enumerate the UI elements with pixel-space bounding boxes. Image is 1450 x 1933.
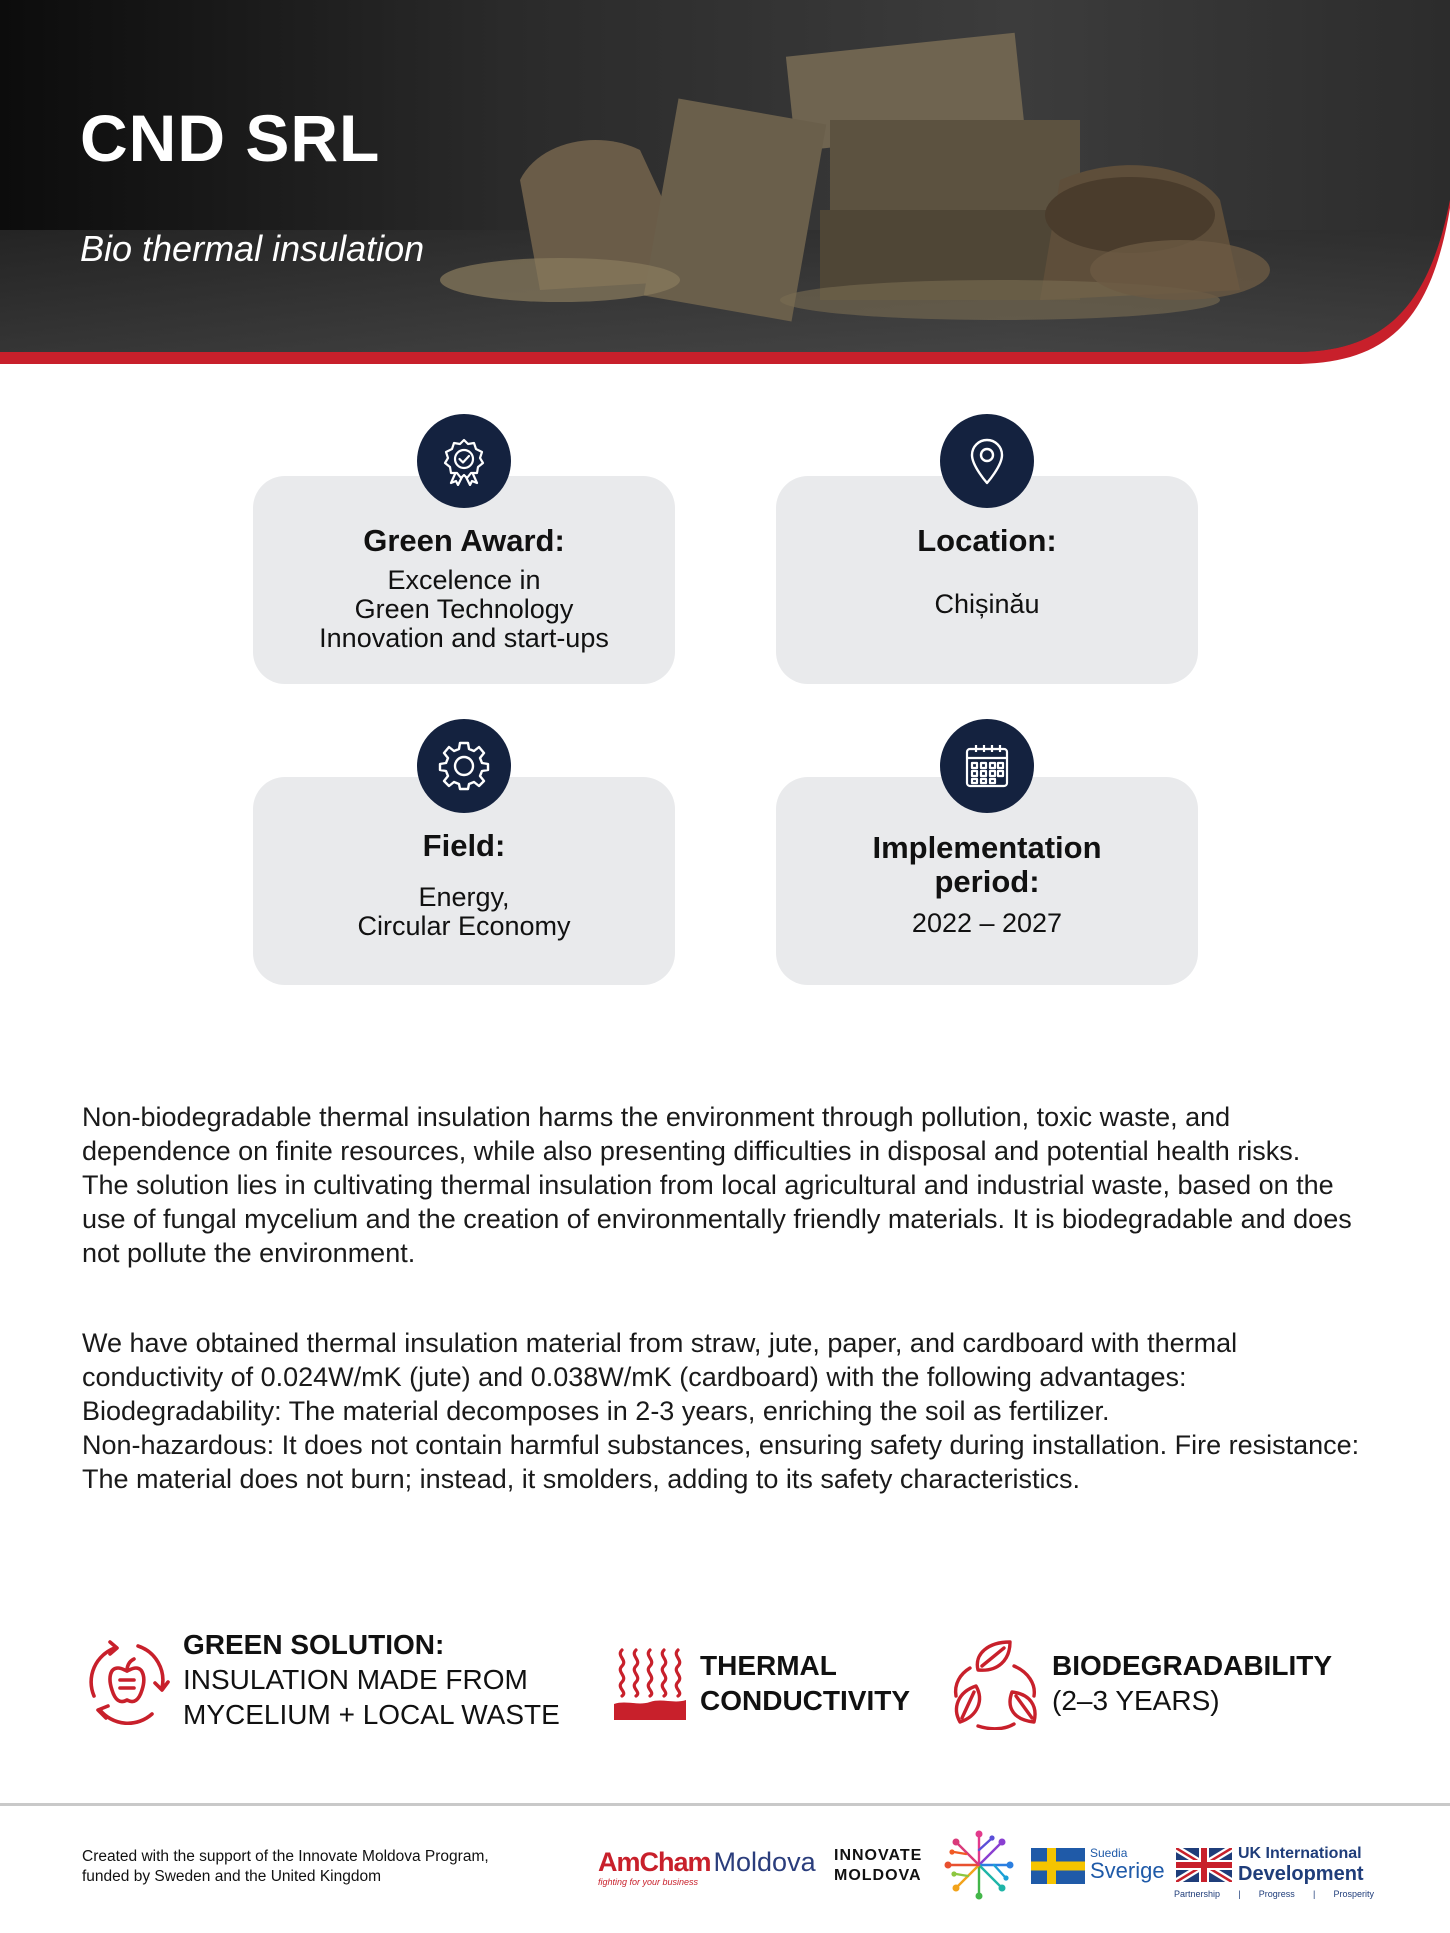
feature-thermal-line2: CONDUCTIVITY — [700, 1685, 910, 1716]
uk-tag-1: Partnership — [1174, 1889, 1221, 1899]
feature-green-solution-title: GREEN SOLUTION: — [183, 1629, 445, 1660]
award-badge-icon — [417, 414, 511, 508]
field-label: Field: — [422, 828, 506, 863]
uk-tag-divider-1: | — [1238, 1889, 1241, 1899]
feature-biodegradability-line1: (2–3 YEARS) — [1052, 1685, 1220, 1716]
credit-line-1: Created with the support of the Innovate Moldova Program, — [82, 1848, 489, 1865]
map-pin-icon — [940, 414, 1034, 508]
sweden-line-1: Suedia — [1090, 1846, 1128, 1860]
period-label: Implementation period: — [872, 830, 1102, 899]
sweden-logo-text — [1090, 1844, 1165, 1883]
amcham-name-1: AmCham — [598, 1847, 711, 1877]
award-card — [253, 476, 675, 684]
description-paragraph-2: We have obtained thermal insulation material from straw, jute, paper, and cardboard with thermal conductivity of 0.024W/mK (jute) and 0.038W/mK (cardboard) with the following advantages: Biodegradability: The material decomposes in 2-3 years, enriching the soil as fertilizer. Non-hazardous: It does not contain harmful substances, ensuring safety during installation. Fire resistance: The material does not burn; instead, it smolders, adding to its safety characteristics. — [82, 1328, 1360, 1494]
period-card — [776, 777, 1198, 985]
feature-green-solution-line2: MYCELIUM + LOCAL WASTE — [183, 1699, 560, 1730]
innovate-line-2: MOLDOVA — [834, 1867, 922, 1884]
feature-thermal-line1: THERMAL — [700, 1650, 837, 1681]
gear-icon — [417, 719, 511, 813]
heat-waves-icon — [612, 1644, 688, 1722]
award-label: Green Award: — [363, 523, 565, 558]
feature-green-solution — [183, 1627, 560, 1732]
footer-divider — [0, 1803, 1450, 1806]
innovate-line-1: INNOVATE — [834, 1847, 923, 1864]
uk-line-2: Development — [1238, 1863, 1364, 1885]
feature-biodegradability — [1052, 1648, 1332, 1718]
leaf-cycle-icon — [948, 1636, 1042, 1730]
page-subtitle: Bio thermal insulation — [80, 228, 425, 269]
amcham-name-2: Moldova — [713, 1847, 816, 1877]
calendar-icon — [940, 719, 1034, 813]
sweden-line-2: Sverige — [1090, 1858, 1165, 1883]
location-card — [776, 476, 1198, 684]
uk-tag-3: Prosperity — [1333, 1889, 1374, 1899]
uk-flag-icon — [1176, 1848, 1232, 1882]
field-value: Energy, Circular Economy — [357, 882, 571, 941]
field-card — [253, 777, 675, 985]
amcham-tagline: fighting for your business — [598, 1877, 699, 1887]
footer-credit — [82, 1847, 489, 1887]
uk-line-1: UK International — [1238, 1845, 1362, 1862]
uk-tag-2: Progress — [1258, 1889, 1295, 1899]
innovate-circuit-icon — [940, 1826, 1018, 1904]
uk-aid-logo-text — [1238, 1845, 1378, 1885]
header-photo — [0, 0, 1450, 370]
location-label: Location: — [917, 523, 1057, 558]
period-value: 2022 – 2027 — [911, 908, 1063, 938]
feature-biodegradability-title: BIODEGRADABILITY — [1052, 1650, 1332, 1681]
recycle-apple-icon — [80, 1636, 174, 1730]
innovate-moldova-logo — [834, 1846, 934, 1892]
header-banner — [0, 0, 1450, 370]
location-value: Chișinău — [934, 589, 1040, 619]
amcham-moldova-logo — [598, 1848, 818, 1894]
award-value: Excelence in Green Technology Innovation and start-ups — [319, 565, 609, 653]
feature-thermal — [700, 1648, 910, 1718]
feature-green-solution-line1: INSULATION MADE FROM — [183, 1664, 528, 1695]
page-title: CND SRL — [80, 101, 381, 175]
sweden-flag-icon — [1031, 1848, 1085, 1884]
description-paragraph-1: Non-biodegradable thermal insulation harms the environment through pollution, toxic waste, and dependence on finite resources, while also presenting difficulties in disposal and potential health risks. The solution lies in cultivating thermal insulation from local agricultural and industrial waste, based on the use of fungal mycelium and the creation of environmentally friendly materials. It is biodegradable and does not pollute the environment. — [82, 1102, 1352, 1268]
credit-line-2: funded by Sweden and the United Kingdom — [82, 1868, 382, 1885]
uk-tag-divider-2: | — [1312, 1889, 1316, 1899]
uk-aid-tagline — [1174, 1889, 1374, 1899]
